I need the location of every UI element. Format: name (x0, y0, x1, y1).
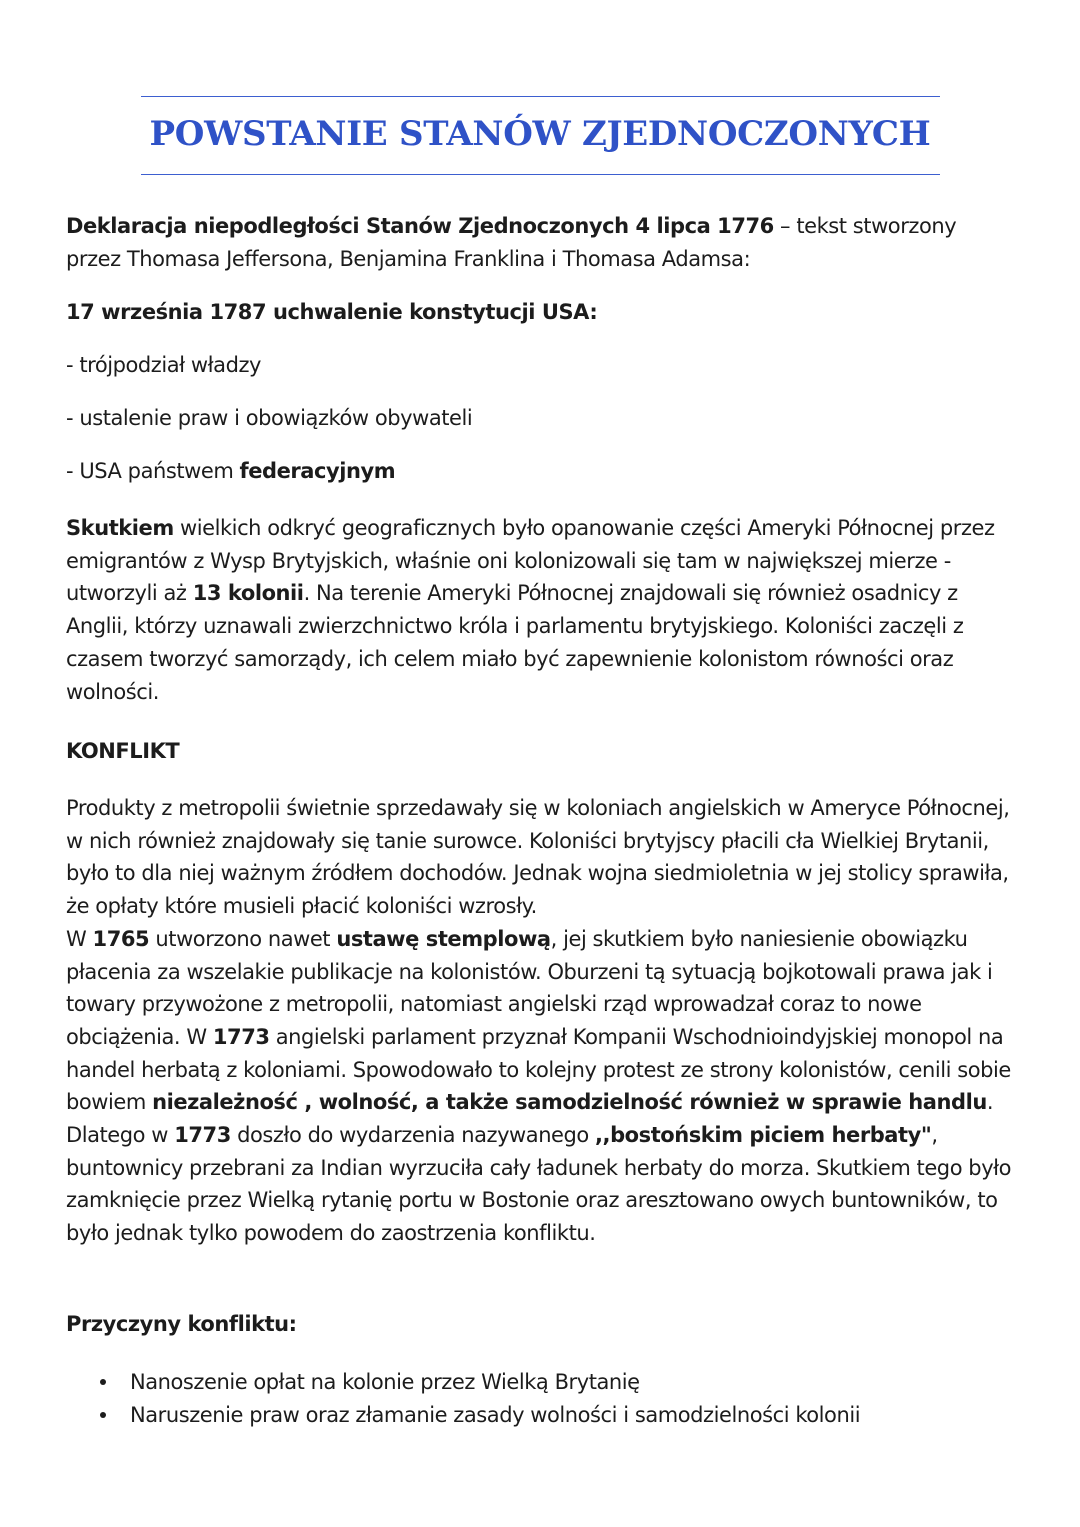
bullet-icon (100, 1379, 106, 1385)
title-rule-bottom (141, 174, 940, 175)
declaration-text: – tekst stworzony przez Thomasa Jeffersona, Benjamina Franklina i Thomasa Adamsa: (66, 214, 957, 271)
list-item-federation: - USA państwem federacyjnym (66, 459, 396, 483)
colonies-paragraph: Skutkiem wielkich odkryć geograficznych było opanowanie części Ameryki Północnej przez emigrantów z Wysp Brytyjskich, właśnie oni kolonizowali się tam w największej mierze - utworzyli aż 13 kolonii. Na terenie Ameryki Północnej znajdowali się również osadnicy z Anglii, którzy uznawali zwierzchnictwo króla i parlamentu brytyjskiego. Koloniści zaczęli z czasem tworzyć samorządy, ich celem miało być zapewnienie kolonistom równości oraz wolności. (66, 516, 995, 704)
causes-list (66, 1366, 860, 1431)
declaration-bold: Deklaracja niepodległości Stanów Zjednoczonych 4 lipca 1776 (66, 214, 774, 238)
declaration-paragraph (66, 210, 1016, 275)
conflict-paragraph-part2: W 1765 utworzono nawet ustawę stemplową, jej skutkiem było naniesienie obowiązku płacenia za wszelakie publikacje na kolonistów. Oburzeni tą sytuacją bojkotowali prawa jak i towary przywożone z metropolii, natomiast angielski rząd wprowadzał coraz to nowe obciążenia. W 1773 angielski parlament przyznał Kompanii Wschodnioindyjskiej monopol na handel herbatą z koloniami. Spowodowało to kolejny protest ze strony kolonistów, cenili sobie bowiem niezależność , wolność, a także samodzielność również w sprawie handlu. Dlatego w 1773 doszło do wydarzenia nazywanego ,,bostońskim piciem herbaty", buntownicy przebrani za Indian wyrzuciła cały ładunek herbaty do morza. Skutkiem tego było zamknięcie przez Wielką rytanię portu w Bostonie oraz aresztowano owych buntowników, to było jednak tylko powodem do zaostrzenia konfliktu. (66, 926, 1012, 1246)
page-title: POWSTANIE STANÓW ZJEDNOCZONYCH (149, 114, 931, 154)
list-item: Nanoszenie opłat na kolonie przez Wielką Brytanię (66, 1366, 860, 1399)
conflict-paragraph-part1: Produkty z metropolii świetnie sprzedawały się w koloniach angielskich w Ameryce Północnej, w nich również znajdowały się tanie surowce. Koloniści brytyjscy płacili cła Wielkiej Brytanii, było to dla niej ważnym źródłem dochodów. Jednak wojna siedmioletnia w jej stolicy sprawiła, że opłaty które musieli płacić koloniści wzrosły. (66, 796, 1010, 919)
conflict-paragraph (66, 792, 1016, 1250)
title-rule-top (141, 96, 940, 97)
bullet-icon (100, 1412, 106, 1418)
list-item-separation-of-powers: - trójpodział władzy (66, 353, 262, 377)
causes-heading: Przyczyny konfliktu: (66, 1312, 297, 1336)
conflict-heading: KONFLIKT (66, 739, 180, 763)
constitution-heading: 17 września 1787 uchwalenie konstytucji USA: (66, 300, 598, 324)
list-item: Naruszenie praw oraz złamanie zasady wolności i samodzielności kolonii (66, 1399, 860, 1432)
list-item-rights: - ustalenie praw i obowiązków obywateli (66, 406, 473, 430)
